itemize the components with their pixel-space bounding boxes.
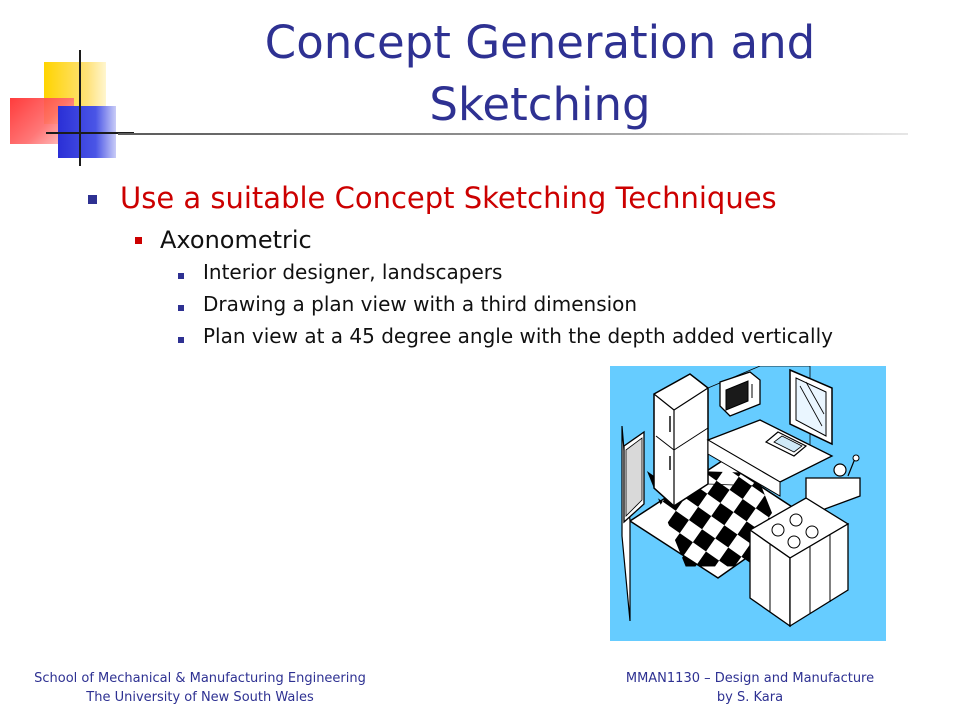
square-bullet-icon [88, 195, 97, 204]
square-bullet-icon [178, 337, 184, 343]
footer-right [600, 669, 900, 707]
burner [790, 514, 802, 526]
square-bullet-icon [178, 305, 184, 311]
burner [772, 524, 784, 536]
bullet-level3-text: Interior designer, landscapers [203, 260, 503, 284]
logo-vertical-line [79, 50, 81, 166]
corner-logo [0, 40, 140, 170]
slide-title [140, 12, 940, 136]
footer-university: The University of New South Wales [86, 690, 314, 705]
footer-author: by S. Kara [716, 690, 784, 705]
bullet-level2-text: Axonometric [160, 226, 312, 254]
title-line-2: Sketching [429, 78, 651, 131]
bullet-level1-text: Use a suitable Concept Sketching Techniques [120, 181, 777, 215]
footer-left [10, 669, 390, 707]
burner [806, 526, 818, 538]
footer-school: School of Mechanical & Manufacturing Engineering [34, 671, 366, 686]
bullet-level3-text: Plan view at a 45 degree angle with the depth added vertically [203, 324, 833, 348]
kettle [834, 464, 846, 476]
square-bullet-icon [178, 273, 184, 279]
square-bullet-icon [135, 237, 142, 244]
title-line-1: Concept Generation and [264, 16, 816, 69]
bullet-level3-text: Drawing a plan view with a third dimension [203, 292, 638, 316]
burner [788, 536, 800, 548]
footer-course: MMAN1130 – Design and Manufacture [625, 671, 875, 686]
axonometric-kitchen-illustration [610, 366, 886, 641]
